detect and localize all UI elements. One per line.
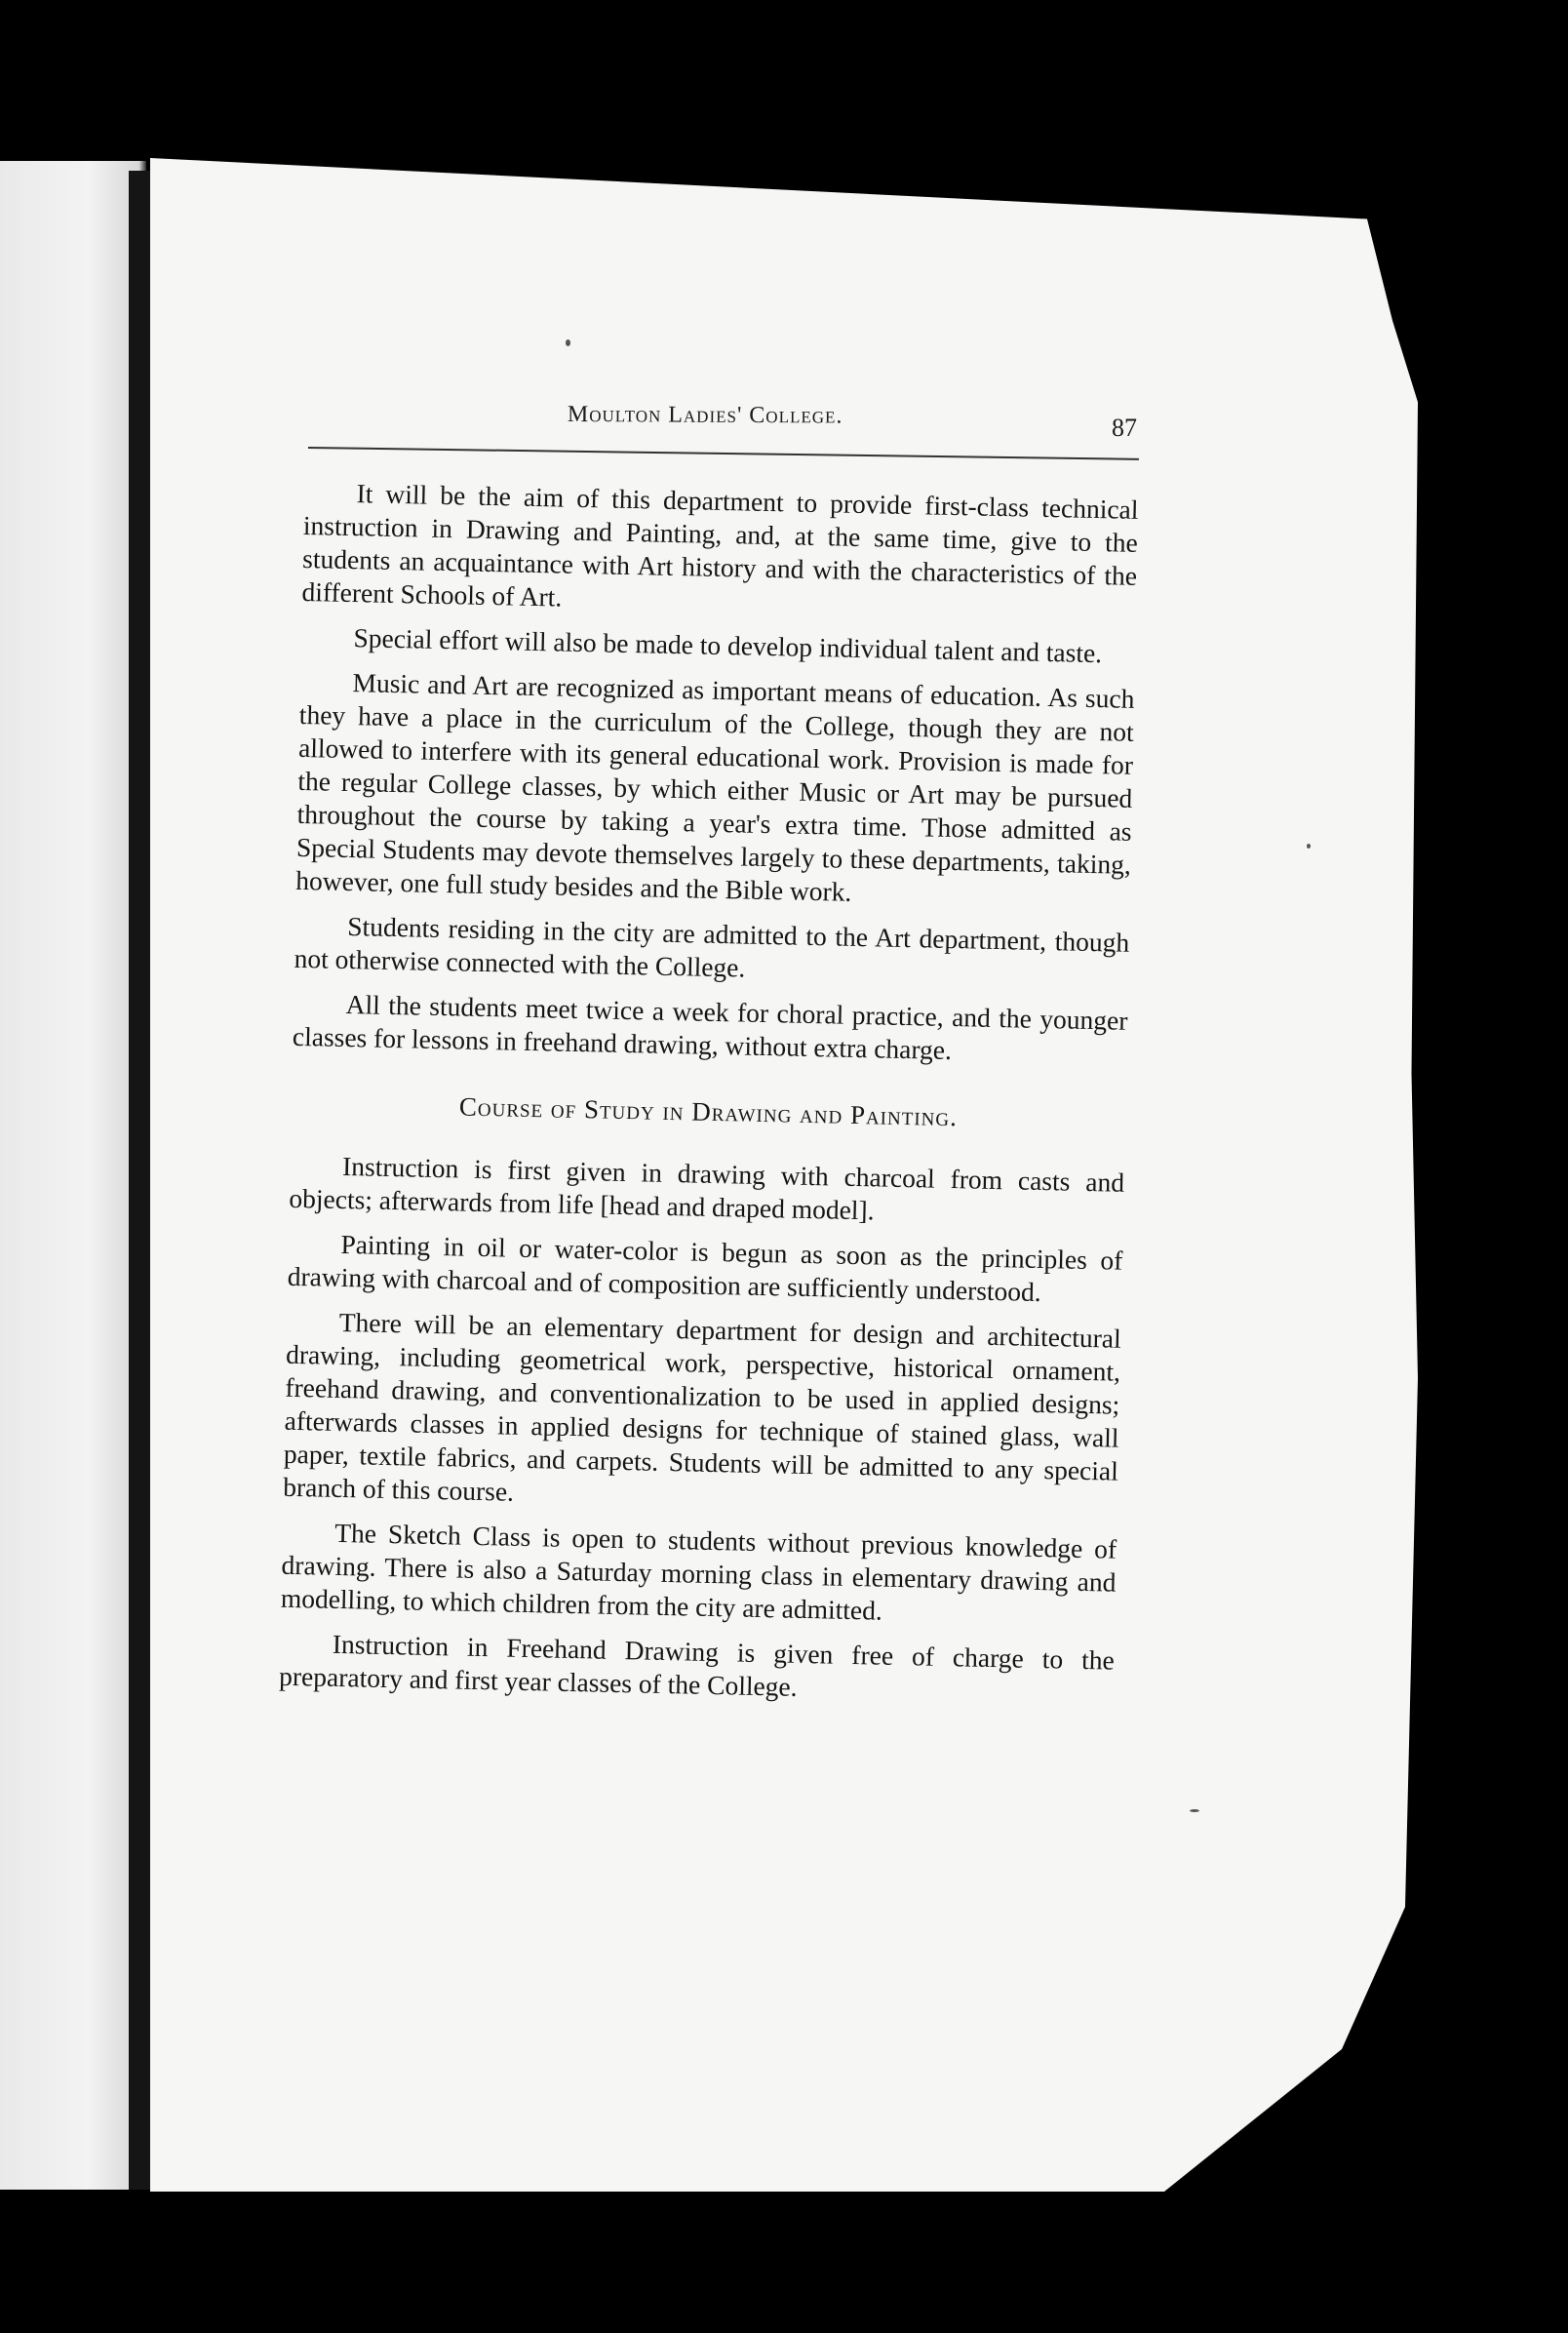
- paragraph-charcoal-instruction: Instruction is first given in drawing with charcoal from casts and objects; afterwards from life [head and draped model].: [289, 1150, 1125, 1226]
- book-spine-shadow: [129, 171, 150, 2190]
- section-heading: Course of Study in Drawing and Painting.: [458, 1091, 959, 1132]
- paragraph-music-and-art: Music and Art are recognized as important means of education. As such they have a place in the curriculum of the College, though they are not allowed to interfere with its general educational work. Provision is made for the regular College classes, by which either Music or Art may be pursued throughout the course by taking a year's extra time. Those admitted as Special Students may devote themselves largely to these departments, taking, however, one full study besides and the Bible work.: [294, 667, 1135, 907]
- paragraph-choral-practice: All the students meet twice a week for choral practice, and the younger classes for lessons in freehand drawing, without extra charge.: [292, 989, 1128, 1066]
- body-text: [279, 476, 1139, 1722]
- page-number: 87: [1112, 414, 1137, 442]
- page-blemish: [566, 339, 570, 346]
- paragraph-sketch-class: The Sketch Class is open to students without previous knowledge of drawing. There is also a Saturday morning class in elementary drawing and modelling, to which children from the city are admitted.: [280, 1517, 1117, 1626]
- paragraph-city-students: Students residing in the city are admitted to the Art department, though not otherwise connected with the College.: [294, 911, 1130, 983]
- paragraph-special-effort: Special effort will also be made to develop individual talent and taste.: [353, 622, 1103, 669]
- paragraph-freehand-drawing: Instruction in Freehand Drawing is given free of charge to the preparatory and first year classes of the College.: [278, 1628, 1116, 1702]
- paragraph-design-department: There will be an elementary department for design and architectural drawing, including geometrical work, perspective, historical ornament, freehand drawing, and conventionalization to be used in applied designs; afterwards classes in applied designs for technique of stained glass, wall paper, textile fabrics, and carpets. Students will be admitted to any special branch of this course.: [282, 1306, 1121, 1507]
- page-blemish: [1307, 844, 1311, 849]
- facing-page-edge: [0, 161, 146, 2190]
- paragraph-art-aim: It will be the aim of this department to provide first-class technical instruction in Drawing and Painting, and, at the same time, give to the students an acquaintance with Art history and with the characteristics of the different Schools of Art.: [301, 478, 1139, 613]
- paragraph-painting: Painting in oil or water-color is begun as soon as the principles of drawing with charcoal and of composition are sufficiently understood.: [287, 1228, 1123, 1308]
- page-blemish: [1190, 1809, 1199, 1812]
- running-head-title: Moulton Ladies' College.: [567, 402, 843, 429]
